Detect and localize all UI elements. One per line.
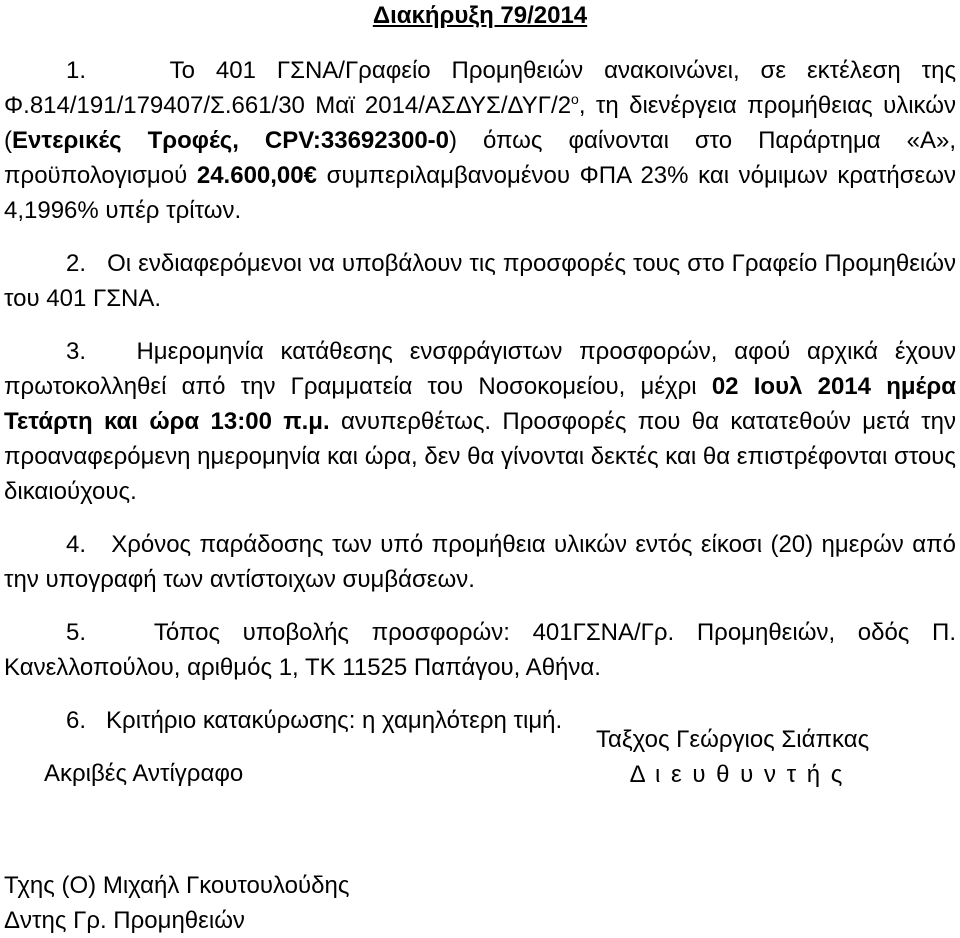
certified-copy-label: Ακριβές Αντίγραφο [44, 760, 244, 787]
paragraph-text: Κριτήριο κατακύρωσης: η χαμηλότερη τιμή. [106, 707, 563, 734]
product-cpv: Εντερικές Τροφές, CPV:33692300-0 [12, 127, 450, 154]
paragraph-text: Ημερομηνία κατάθεσης ενσφράγιστων προσφορών, αφού αρχικά έχουν πρωτοκολληθεί από την Γραμματεία του Νοσοκομείου, μέχρι [4, 338, 956, 400]
paragraph-text: ανυπερθέτως. Προσφορές που θα κατατεθούν μετά την προαναφερόμενη ημερομηνία και ώρα, δεν θα γίνονται δεκτές και θα επιστρέφονται στους δικαιούχους. [4, 408, 956, 505]
budget-amount: 24.600,00 [196, 162, 304, 189]
superscript: ο [571, 91, 579, 107]
paragraph-number: 6. [66, 707, 87, 734]
director-signature [596, 722, 886, 792]
paragraph-number: 1. [66, 57, 87, 84]
paragraph-5 [4, 615, 956, 685]
signatory-name: Τχης (Ο) Μιχαήλ Γκουτουλούδης [4, 872, 350, 899]
paragraph-1 [4, 53, 956, 228]
director-name: Ταξχος Γεώργιος Σιάπκας [596, 726, 870, 753]
signature-block [0, 722, 960, 792]
paragraph-text: , τη διενέργεια προμήθειας υλικών ( [4, 92, 957, 154]
paragraph-text: Το 401 ΓΣΝΑ/Γραφείο Προμηθειών ανακοινώνει, σε εκτέλεση της Φ.814/191/179407/Σ.661/30 Μαϊ 2014/ΑΣΔΥΣ/ΔΥΓ/2 [4, 57, 957, 119]
paragraph-number: 3. [66, 338, 87, 365]
document-page [4, 0, 956, 738]
paragraph-number: 4. [66, 531, 87, 558]
paragraph-text: Τόπος υποβολής προσφορών: 401ΓΣΝΑ/Γρ. Προμηθειών, οδός Π. Κανελλοπούλου, αριθμός 1, ΤΚ 11525 Παπάγου, Αθήνα. [4, 619, 956, 681]
paragraph-number: 5. [66, 619, 87, 646]
paragraph-2 [4, 246, 956, 316]
paragraph-number: 2. [66, 250, 87, 277]
paragraph-4 [4, 527, 956, 597]
signatory-role: Δντης Γρ. Προμηθειών [4, 907, 245, 934]
euro-icon: € [303, 162, 317, 189]
paragraph-text: Χρόνος παράδοσης των υπό προμήθεια υλικών εντός είκοσι (20) ημερών από την υπογραφή των αντίστοιχων συμβάσεων. [4, 531, 956, 593]
paragraph-text: συμπεριλαμβανομένου ΦΠΑ 23% και νόμιμων κρατήσεων 4,1996% υπέρ τρίτων. [4, 162, 956, 224]
director-role: Δ ι ε υ θ υ ν τ ή ς [629, 761, 845, 788]
paragraph-3 [4, 334, 956, 509]
deadline-date: 02 Ιουλ 2014 ημέρα Τετάρτη και ώρα 13:00 π.μ. [4, 373, 956, 435]
paragraph-text: Οι ενδιαφερόμενοι να υποβάλουν τις προσφορές τους στο Γραφείο Προμηθειών του 401 ΓΣΝΑ. [4, 250, 956, 312]
document-title: Διακήρυξη 79/2014 [372, 2, 588, 29]
paragraph-text: ) όπως φαίνονται στο Παράρτημα «Α», προϋπολογισμού [4, 127, 956, 189]
